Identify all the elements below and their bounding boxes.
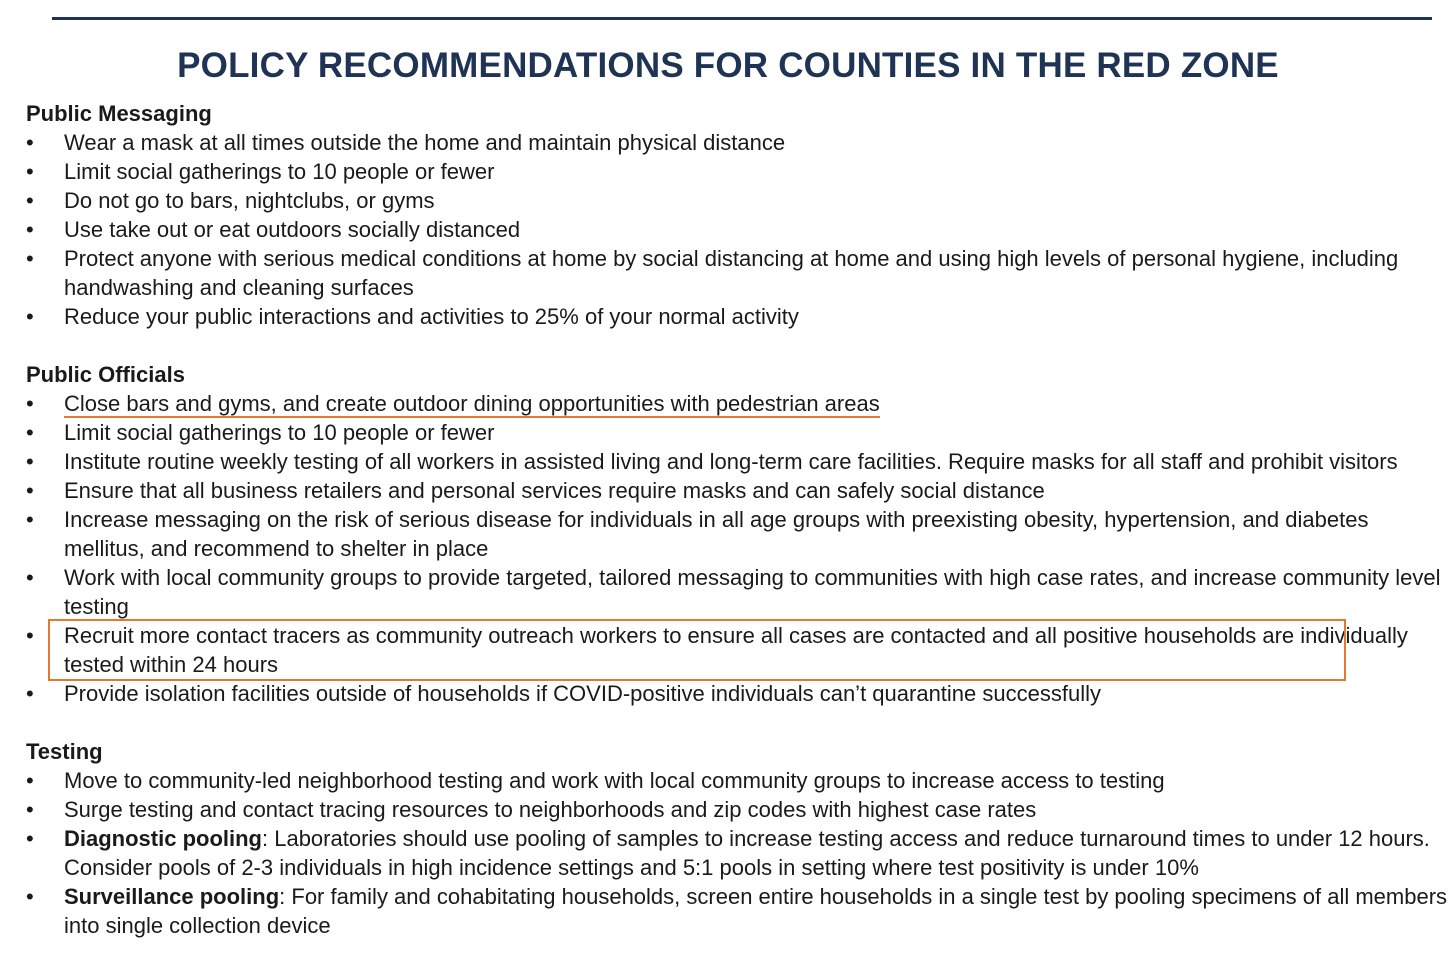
document-body <box>26 99 1452 940</box>
bullet-icon: • <box>26 449 34 474</box>
bullet-icon: • <box>26 768 34 793</box>
bullet-list <box>26 766 1452 940</box>
bullet-icon: • <box>26 130 34 155</box>
list-item: • Protect anyone with serious medical conditions at home by social distancing at home and using high levels of personal hygiene, including handwashing and cleaning surfaces <box>26 246 1399 300</box>
highlight-underline: Close bars and gyms, and create outdoor dining opportunities with pedestrian areas <box>64 391 880 416</box>
bullet-icon: • <box>26 507 34 532</box>
item-label: Diagnostic pooling <box>64 826 262 851</box>
list-item: • Provide isolation facilities outside of households if COVID-positive individuals can’t quarantine successfully <box>26 681 1101 706</box>
bullet-icon: • <box>26 420 34 445</box>
section-heading: Testing <box>26 739 103 764</box>
list-item: • Ensure that all business retailers and personal services require masks and can safely social distance <box>26 478 1045 503</box>
list-item: • Work with local community groups to provide targeted, tailored messaging to communities with high case rates, and increase community level testing <box>26 565 1441 619</box>
bullet-icon: • <box>26 217 34 242</box>
item-label: Surveillance pooling <box>64 884 280 909</box>
top-divider <box>52 17 1432 20</box>
bullet-icon: • <box>26 246 34 271</box>
bullet-icon: • <box>26 623 34 648</box>
list-item: • Increase messaging on the risk of serious disease for individuals in all age groups with preexisting obesity, hypertension, and diabetes mellitus, and recommend to shelter in place <box>26 507 1369 561</box>
list-item: • Wear a mask at all times outside the home and maintain physical distance <box>26 130 786 155</box>
list-item-underlined <box>26 389 1452 418</box>
bullet-icon: • <box>26 884 34 909</box>
list-item: • Diagnostic pooling: Laboratories should use pooling of samples to increase testing access and reduce turnaround times to under 12 hours. Consider pools of 2-3 individuals in high incidence settings and 5:1 pools in setting where test positivity is under 10% <box>26 826 1430 880</box>
page-title: POLICY RECOMMENDATIONS FOR COUNTIES IN THE RED ZONE <box>177 46 1279 85</box>
section-spacer <box>26 708 1452 737</box>
list-item: • Surveillance pooling: For family and cohabitating households, screen entire households in a single test by pooling specimens of all members into single collection device <box>26 884 1448 938</box>
list-item-boxed: • Recruit more contact tracers as community outreach workers to ensure all cases are contacted and all positive households are individually tested within 24 hours <box>26 621 1452 679</box>
list-item: • Move to community-led neighborhood testing and work with local community groups to increase access to testing <box>26 768 1165 793</box>
list-item: • Limit social gatherings to 10 people or fewer <box>26 159 495 184</box>
bullet-icon: • <box>26 478 34 503</box>
list-item: • Surge testing and contact tracing resources to neighborhoods and zip codes with highest case rates <box>26 797 1037 822</box>
bullet-icon: • <box>26 188 34 213</box>
section-testing <box>26 737 1452 940</box>
bullet-icon: • <box>26 565 34 590</box>
bullet-icon: • <box>26 826 34 851</box>
bullet-icon: • <box>26 391 34 416</box>
bullet-icon: • <box>26 159 34 184</box>
bullet-icon: • <box>26 797 34 822</box>
section-spacer <box>26 331 1452 360</box>
list-item: • Institute routine weekly testing of all workers in assisted living and long-term care facilities. Require masks for all staff and prohibit visitors <box>26 449 1398 474</box>
section-heading: Public Messaging <box>26 101 212 126</box>
list-item: • Limit social gatherings to 10 people or fewer <box>26 420 495 445</box>
bullet-icon: • <box>26 304 34 329</box>
section-public-officials <box>26 360 1452 708</box>
bullet-list <box>26 128 1452 331</box>
bullet-icon: • <box>26 681 34 706</box>
list-item: • Use take out or eat outdoors socially distanced <box>26 217 521 242</box>
list-item: • Reduce your public interactions and activities to 25% of your normal activity <box>26 304 799 329</box>
section-public-messaging <box>26 99 1452 331</box>
section-heading: Public Officials <box>26 362 185 387</box>
bullet-list <box>26 389 1452 708</box>
list-item: • Do not go to bars, nightclubs, or gyms <box>26 188 435 213</box>
